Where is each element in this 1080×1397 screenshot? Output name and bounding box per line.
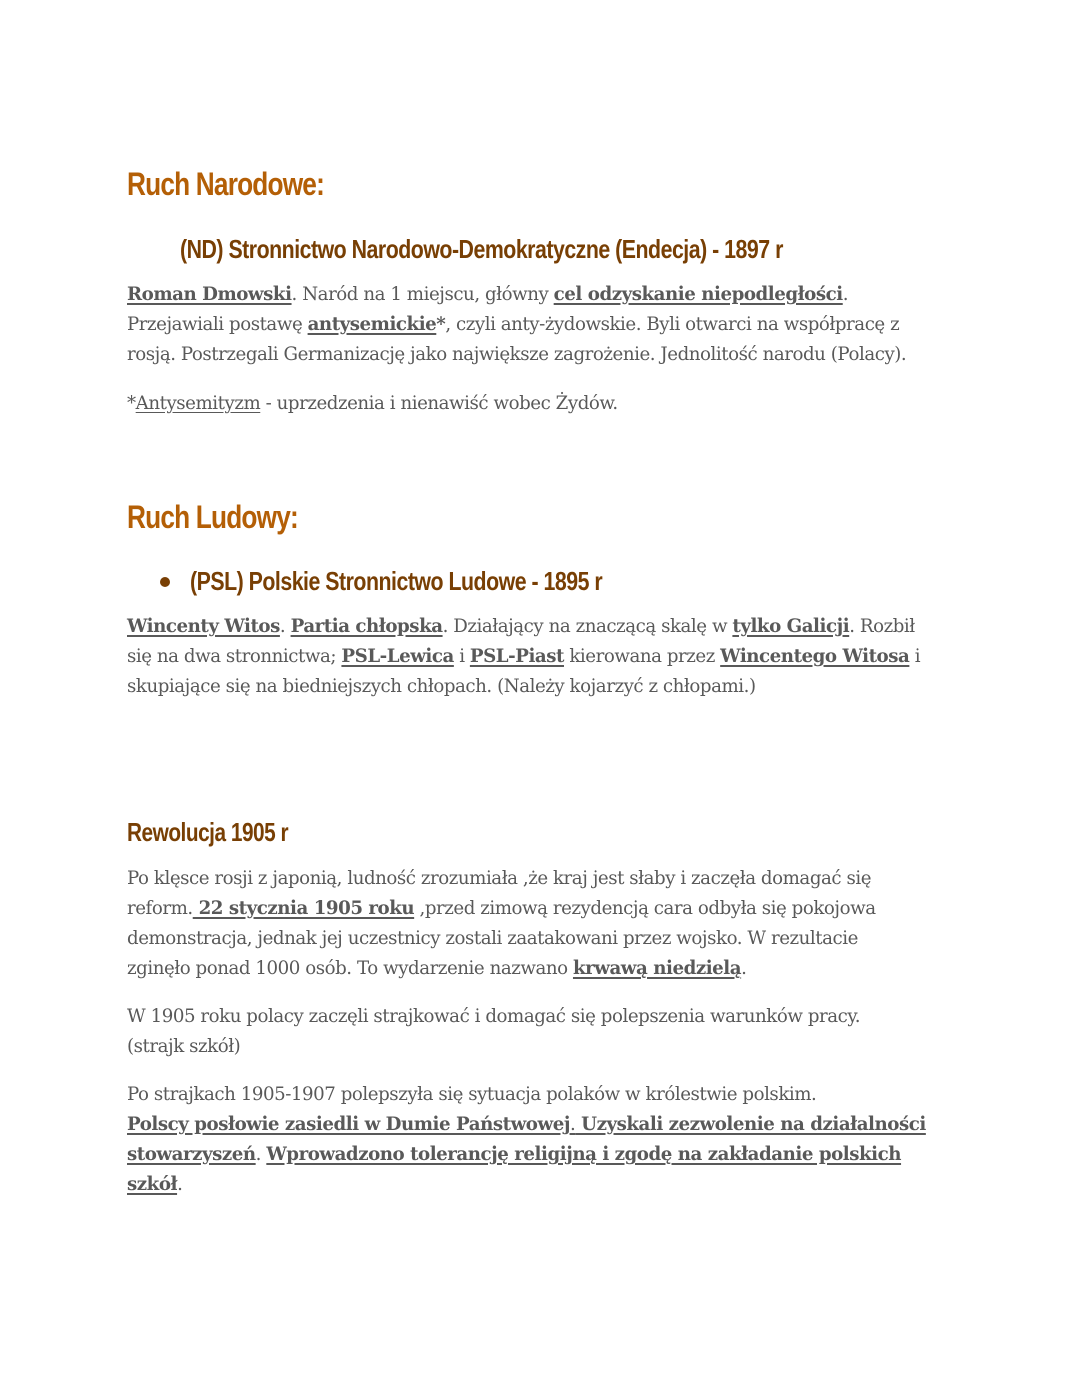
footnote-antysemityzm xyxy=(127,389,947,419)
text-span: . Naród na 1 miejscu, główny xyxy=(291,284,554,305)
text-line xyxy=(127,672,947,702)
text-line xyxy=(127,340,947,370)
heading-ruch-ludowy: Ruch Ludowy: xyxy=(127,499,298,535)
text-line xyxy=(127,1002,947,1032)
text-span: . xyxy=(255,1144,267,1165)
bullet-text-psl: (PSL) Polskie Stronnictwo Ludowe - 1895 r xyxy=(190,566,603,596)
text-line xyxy=(127,1110,947,1140)
footnote-marker: * xyxy=(436,314,446,335)
bullet-icon xyxy=(160,577,170,587)
highlight-szkol: szkół xyxy=(127,1174,178,1195)
footnote-star: * xyxy=(127,393,136,414)
text-span: Przejawiali postawę xyxy=(127,314,308,335)
footnote-definition: - uprzedzenia i nienawiść wobec Żydów. xyxy=(260,393,618,414)
text-span: i xyxy=(909,646,921,667)
highlight-antysemickie: antysemickie xyxy=(307,314,437,335)
text-line xyxy=(127,864,947,894)
paragraph-rewolucja-1 xyxy=(127,864,947,984)
text-span: . Rozbił xyxy=(849,616,915,637)
highlight-partia-chlopska: Partia chłopska xyxy=(290,616,443,637)
paragraph-rewolucja-3 xyxy=(127,1080,947,1200)
text-span: , czyli anty-żydowskie. Byli otwarci na współpracę z xyxy=(445,314,900,335)
highlight-krwawa-niedziela: krwawą niedzielą xyxy=(572,958,742,979)
bullet-item-psl xyxy=(0,566,899,597)
text-span: reform. xyxy=(127,898,193,919)
text-span: . xyxy=(569,1114,576,1135)
paragraph-ludowy xyxy=(127,612,947,702)
text-span: . xyxy=(279,616,291,637)
text-span: się na dwa stronnictwa; xyxy=(127,646,342,667)
highlight-polscy-poslowie: Polscy posłowie zasiedli w Dumie Państwowej xyxy=(127,1114,570,1135)
text-line xyxy=(127,954,947,984)
text-span: Po strajkach 1905-1907 polepszyła się sytuacja polaków w królestwie polskim. xyxy=(127,1084,817,1105)
highlight-tylko-galicji: tylko Galicji xyxy=(732,616,850,637)
text-span: . xyxy=(741,958,747,979)
text-span: W 1905 roku polacy zaczęli strajkować i domagać się polepszenia warunków pracy. xyxy=(127,1006,861,1027)
text-span: demonstracja, jednak jej uczestnicy zostali zaatakowani przez wojsko. W rezultacie xyxy=(127,928,858,949)
highlight-22-stycznia: 22 stycznia 1905 roku xyxy=(192,898,415,919)
highlight-uzyskali-zezwolenie: Uzyskali zezwolenie na działalności xyxy=(575,1114,926,1135)
text-span: ,przed zimową rezydencją cara odbyła się pokojowa xyxy=(414,898,876,919)
text-line xyxy=(127,924,947,954)
highlight-psl-piast: PSL-Piast xyxy=(469,646,564,667)
text-span: . xyxy=(177,1174,183,1195)
highlight-cel-odzyskanie: cel odzyskanie niepodległości xyxy=(553,284,843,305)
text-line xyxy=(127,310,947,340)
highlight-wprowadzono-tolerancje: Wprowadzono tolerancję religijną i zgodę na zakładanie polskich xyxy=(266,1144,902,1165)
paragraph-narodowe xyxy=(127,280,947,370)
highlight-wincentego-witosa: Wincentego Witosa xyxy=(720,646,910,667)
highlight-psl-lewica: PSL-Lewica xyxy=(341,646,454,667)
heading-rewolucja-1905: Rewolucja 1905 r xyxy=(127,817,289,847)
text-span: kierowana przez xyxy=(564,646,721,667)
text-span: i xyxy=(453,646,470,667)
paragraph-rewolucja-2 xyxy=(127,1002,947,1062)
highlight-wincenty-witos: Wincenty Witos xyxy=(127,616,280,637)
highlight-roman-dmowski: Roman Dmowski xyxy=(127,284,292,305)
bullet-item-nd xyxy=(0,234,899,265)
text-span: rosją. Postrzegali Germanizację jako największe zagrożenie. Jednolitość narodu (Polacy). xyxy=(127,344,907,365)
text-span: Po klęsce rosji z japonią, ludność zrozumiała ,że kraj jest słaby i zaczęła domagać się xyxy=(127,868,872,889)
text-line xyxy=(127,280,947,310)
text-line xyxy=(127,1170,947,1200)
bullet-text-nd: (ND) Stronnictwo Narodowo-Demokratyczne (Endecja) - 1897 r xyxy=(180,234,783,264)
footnote-term: Antysemityzm xyxy=(135,393,261,414)
text-line xyxy=(127,1032,947,1062)
heading-ruch-narodowe: Ruch Narodowe: xyxy=(127,166,324,202)
text-span: . Działający na znaczącą skalę w xyxy=(442,616,733,637)
text-span: . xyxy=(842,284,849,305)
text-span: zginęło ponad 1000 osób. To wydarzenie nazwano xyxy=(127,958,573,979)
text-line xyxy=(127,894,947,924)
highlight-stowarzyszen: stowarzyszeń xyxy=(127,1144,256,1165)
text-span: skupiające się na biedniejszych chłopach. (Należy kojarzyć z chłopami.) xyxy=(127,676,756,697)
text-line xyxy=(127,1080,947,1110)
text-span: (strajk szkół) xyxy=(127,1036,241,1057)
text-line xyxy=(127,642,947,672)
text-line xyxy=(127,612,947,642)
text-line xyxy=(127,1140,947,1170)
